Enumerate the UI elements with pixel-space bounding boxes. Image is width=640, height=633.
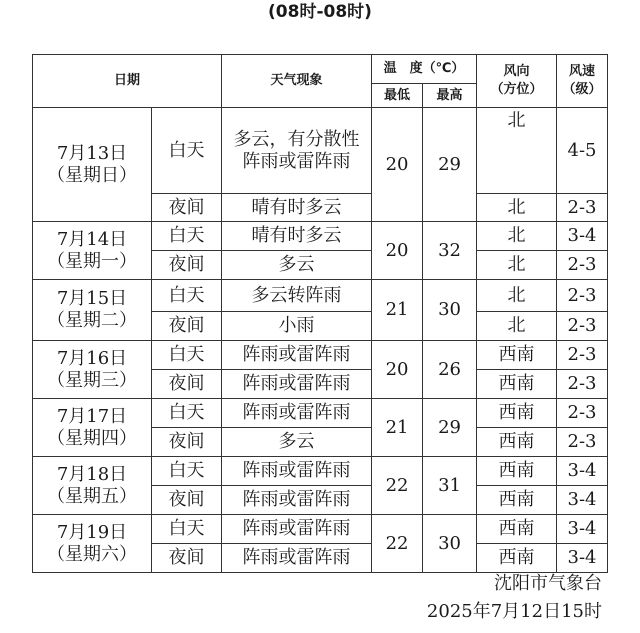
- period-day: 白天: [152, 341, 222, 370]
- night-wind-speed: 3-4: [557, 544, 608, 573]
- period-day: 白天: [152, 222, 222, 251]
- night-weather: 多云: [222, 428, 372, 457]
- date-cell: [33, 515, 152, 573]
- date-cell: [33, 222, 152, 280]
- day-weather: 晴有时多云: [222, 222, 372, 251]
- header-wind-direction-line2: （方位）: [490, 82, 543, 97]
- night-wind-direction: 西南: [477, 428, 557, 457]
- night-wind-speed: 2-3: [557, 251, 608, 280]
- temp-max: 31: [423, 457, 477, 515]
- day-wind-speed: 2-3: [557, 399, 608, 428]
- temp-min: 22: [372, 515, 423, 573]
- temp-max: 26: [423, 341, 477, 399]
- period-day: 白天: [152, 399, 222, 428]
- period-night: 夜间: [152, 486, 222, 515]
- date-cell: [33, 457, 152, 515]
- issuing-agency: 沈阳市气象台: [494, 573, 602, 594]
- weekday-text: （星期一）: [47, 250, 137, 272]
- header-weather: 天气现象: [222, 55, 372, 108]
- night-weather: 阵雨或雷阵雨: [222, 544, 372, 573]
- forecast-table: [32, 54, 608, 573]
- period-night: 夜间: [152, 428, 222, 457]
- period-night: 夜间: [152, 194, 222, 222]
- weekday-text: （星期六）: [47, 543, 137, 565]
- date-text: 7月19日: [56, 521, 128, 543]
- night-wind-speed: 2-3: [557, 370, 608, 399]
- header-wind-speed-line1: 风速: [569, 64, 596, 79]
- header-temperature: 温 度（℃）: [372, 55, 477, 84]
- header-temp-min: 最低: [372, 84, 423, 108]
- day-weather: 多云转阵雨: [222, 280, 372, 312]
- temp-min: 20: [372, 222, 423, 280]
- date-text: 7月13日: [56, 142, 128, 164]
- night-weather: 多云: [222, 251, 372, 280]
- day-wind-speed: 4-5: [557, 108, 608, 194]
- night-wind-direction: 西南: [477, 544, 557, 573]
- date-cell: [33, 399, 152, 457]
- night-wind-direction: 西南: [477, 486, 557, 515]
- temp-min: 21: [372, 399, 423, 457]
- night-wind-direction: 西南: [477, 370, 557, 399]
- day-weather: 多云，有分散性阵雨或雷阵雨: [222, 108, 372, 194]
- weekday-text: （星期四）: [47, 427, 137, 449]
- day-weather: 阵雨或雷阵雨: [222, 457, 372, 486]
- temp-min: 21: [372, 280, 423, 341]
- day-wind-speed: 3-4: [557, 515, 608, 544]
- header-date: 日期: [33, 55, 222, 108]
- period-day: 白天: [152, 108, 222, 194]
- day-weather: 阵雨或雷阵雨: [222, 399, 372, 428]
- header-wind-direction-line1: 风向: [503, 64, 530, 79]
- day-wind-direction: 西南: [477, 399, 557, 428]
- date-text: 7月17日: [56, 405, 128, 427]
- date-cell: [33, 280, 152, 341]
- weekday-text: （星期五）: [47, 485, 137, 507]
- night-wind-speed: 3-4: [557, 486, 608, 515]
- night-weather: 小雨: [222, 312, 372, 341]
- period-day: 白天: [152, 457, 222, 486]
- issue-time: 2025年7月12日15时: [426, 601, 602, 622]
- night-wind-direction: 北: [477, 312, 557, 341]
- day-wind-speed: 3-4: [557, 222, 608, 251]
- day-wind-direction: 北: [477, 280, 557, 312]
- night-weather: 阵雨或雷阵雨: [222, 370, 372, 399]
- date-text: 7月14日: [56, 228, 128, 250]
- temp-min: 22: [372, 457, 423, 515]
- weekday-text: （星期日）: [47, 164, 137, 186]
- day-wind-speed: 2-3: [557, 341, 608, 370]
- night-wind-direction: 北: [477, 251, 557, 280]
- night-wind-speed: 2-3: [557, 312, 608, 341]
- period-night: 夜间: [152, 544, 222, 573]
- table-subtitle: (08时-08时): [268, 2, 372, 22]
- day-wind-speed: 2-3: [557, 280, 608, 312]
- header-wind-speed-line2: （级）: [562, 82, 602, 97]
- day-wind-direction: 西南: [477, 515, 557, 544]
- weekday-text: （星期二）: [47, 310, 137, 331]
- temp-max: 30: [423, 515, 477, 573]
- temp-max: 29: [423, 399, 477, 457]
- night-weather: 晴有时多云: [222, 194, 372, 222]
- day-weather: 阵雨或雷阵雨: [222, 515, 372, 544]
- temp-max: 30: [423, 280, 477, 341]
- temp-min: 20: [372, 341, 423, 399]
- period-day: 白天: [152, 515, 222, 544]
- day-wind-direction: 北: [477, 108, 557, 194]
- night-wind-direction: 北: [477, 194, 557, 222]
- temp-min: 20: [372, 108, 423, 222]
- period-night: 夜间: [152, 312, 222, 341]
- night-wind-speed: 2-3: [557, 194, 608, 222]
- period-night: 夜间: [152, 370, 222, 399]
- day-wind-direction: 西南: [477, 341, 557, 370]
- day-wind-direction: 西南: [477, 457, 557, 486]
- temp-max: 29: [423, 108, 477, 222]
- date-text: 7月15日: [56, 288, 128, 309]
- header-wind-direction: [477, 55, 557, 108]
- day-wind-speed: 3-4: [557, 457, 608, 486]
- day-weather: 阵雨或雷阵雨: [222, 341, 372, 370]
- day-wind-direction: 北: [477, 222, 557, 251]
- date-cell: [33, 108, 152, 222]
- period-night: 夜间: [152, 251, 222, 280]
- weekday-text: （星期三）: [47, 369, 137, 391]
- date-text: 7月18日: [56, 463, 128, 485]
- date-text: 7月16日: [56, 347, 128, 369]
- night-weather: 阵雨或雷阵雨: [222, 486, 372, 515]
- date-cell: [33, 341, 152, 399]
- header-temp-max: 最高: [423, 84, 477, 108]
- temp-max: 32: [423, 222, 477, 280]
- period-day: 白天: [152, 280, 222, 312]
- night-wind-speed: 2-3: [557, 428, 608, 457]
- header-wind-speed: [557, 55, 608, 108]
